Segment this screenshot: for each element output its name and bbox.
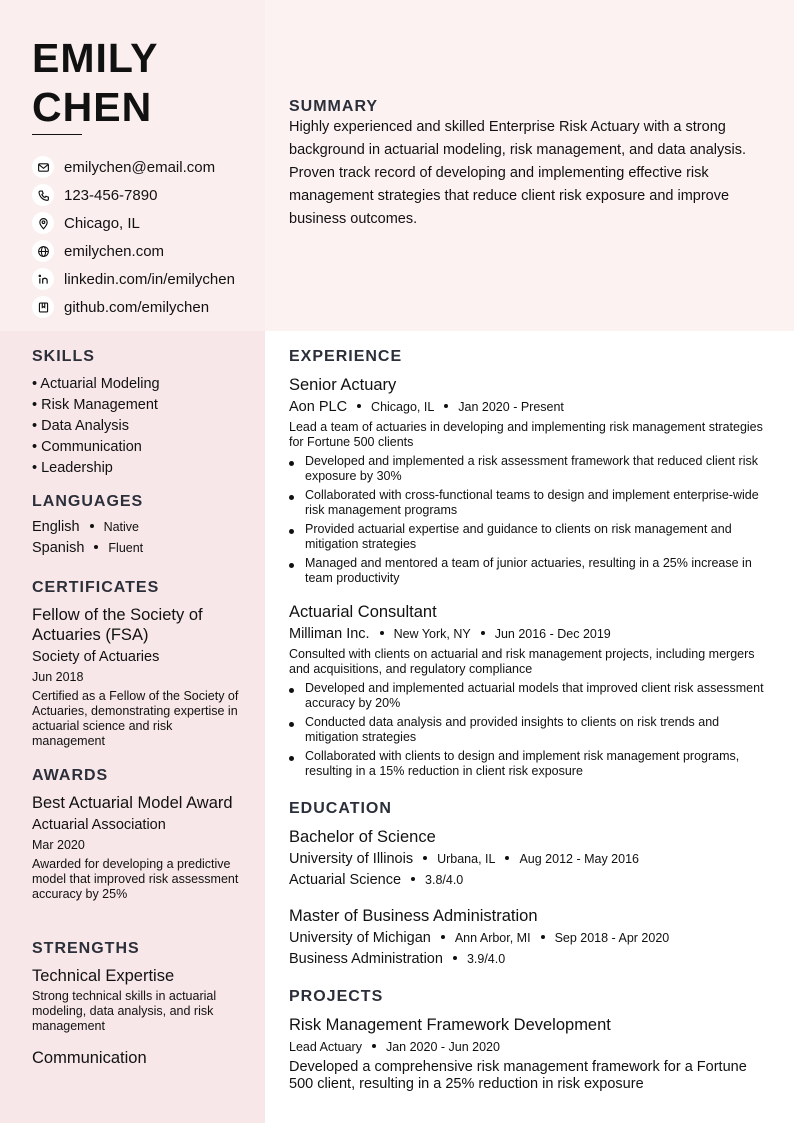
certificates-heading: CERTIFICATES (32, 579, 160, 596)
experience-list (289, 374, 774, 783)
job-meta (289, 397, 774, 417)
education-field-row (289, 870, 774, 890)
job-title: Senior Actuary (289, 376, 397, 394)
award-date: Mar 2020 (32, 838, 85, 852)
separator-dot (481, 631, 485, 635)
certificate-title: Fellow of the Society of Actuaries (FSA) (32, 606, 203, 644)
contact-phone[interactable] (32, 181, 262, 209)
job-company: Milliman Inc. (289, 626, 370, 642)
education-heading: EDUCATION (289, 800, 392, 817)
awards-heading: AWARDS (32, 767, 109, 784)
phone-icon (32, 184, 54, 206)
separator-dot (357, 404, 361, 408)
skill-item: • Data Analysis (32, 418, 129, 434)
job-item (289, 601, 774, 779)
award-item (32, 793, 242, 902)
award-title: Best Actuarial Model Award (32, 794, 233, 812)
project-description: Developed a comprehensive risk management framework for a Fortune 500 client, resulting in a 25% reduction in risk exposure (289, 1059, 747, 1092)
award-description: Awarded for developing a predictive model that improved risk assessment accuracy by 25% (32, 857, 239, 901)
job-bullet: Provided actuarial expertise and guidance to clients on risk management and mitigation strategies (289, 522, 774, 552)
job-bullet: Collaborated with clients to design and implement risk management programs, resulting in a 15% reduction in client risk exposure (289, 749, 774, 779)
school-name: University of Michigan (289, 930, 431, 946)
skills-list (32, 374, 160, 479)
education-meta (289, 928, 774, 948)
experience-heading: EXPERIENCE (289, 348, 403, 365)
job-bullet: Conducted data analysis and provided insights to clients on risk trends and mitigation strategies (289, 715, 774, 745)
project-meta (289, 1037, 774, 1057)
job-meta (289, 624, 774, 644)
contact-github[interactable] (32, 293, 262, 321)
contact-location (32, 209, 262, 237)
strength-title: Technical Expertise (32, 967, 175, 985)
contact-email-text: emilychen@email.com (64, 158, 216, 176)
certificate-description: Certified as a Fellow of the Society of Actuaries, demonstrating expertise in actuarial science and risk management (32, 689, 239, 748)
education-gpa: 3.8/4.0 (425, 873, 464, 887)
languages-heading: LANGUAGES (32, 493, 144, 510)
separator-dot (411, 877, 415, 881)
projects-heading: PROJECTS (289, 988, 384, 1005)
candidate-name (32, 34, 159, 132)
job-location: Chicago, IL (371, 400, 435, 414)
education-list (289, 826, 774, 969)
strengths-heading: STRENGTHS (32, 940, 140, 957)
contact-website[interactable] (32, 237, 262, 265)
skill-item: • Leadership (32, 460, 113, 476)
job-description: Consulted with clients on actuarial and risk management projects, including mergers and acquisitions, and regulatory compliance (289, 647, 755, 676)
contact-github-text: github.com/emilychen (64, 298, 210, 316)
award-issuer: Actuarial Association (32, 817, 166, 833)
school-name: University of Illinois (289, 851, 414, 867)
school-location: Urbana, IL (437, 852, 496, 866)
contact-website-text: emilychen.com (64, 242, 165, 260)
project-role: Lead Actuary (289, 1040, 362, 1054)
certificate-issuer: Society of Actuaries (32, 649, 160, 665)
project-item (289, 1014, 774, 1093)
language-item (32, 519, 143, 540)
education-field: Business Administration (289, 951, 443, 967)
language-name: Spanish (32, 540, 85, 556)
education-dates: Sep 2018 - Apr 2020 (554, 931, 670, 945)
github-icon (32, 296, 54, 318)
job-item (289, 374, 774, 586)
mail-icon (32, 156, 54, 178)
contact-list (32, 153, 262, 321)
contact-phone-text: 123-456-7890 (64, 186, 158, 204)
education-gpa: 3.9/4.0 (466, 952, 506, 966)
languages-list (32, 519, 143, 561)
last-name: CHEN (32, 84, 153, 130)
separator-dot (505, 856, 509, 860)
summary-heading: SUMMARY (289, 98, 379, 115)
separator-dot (90, 524, 94, 528)
job-bullet: Developed and implemented a risk assessment framework that reduced client risk exposure by 30% (289, 454, 774, 484)
job-dates: Jun 2016 - Dec 2019 (494, 627, 611, 641)
contact-linkedin[interactable] (32, 265, 262, 293)
job-company: Aon PLC (289, 399, 348, 415)
globe-icon (32, 240, 54, 262)
first-name: EMILY (32, 35, 159, 81)
certificate-date: Jun 2018 (32, 670, 84, 684)
separator-dot (541, 935, 545, 939)
education-item (289, 905, 774, 969)
language-level: Fluent (108, 541, 144, 555)
education-dates: Aug 2012 - May 2016 (519, 852, 639, 866)
skills-heading: SKILLS (32, 348, 95, 365)
job-bullets (289, 454, 774, 586)
separator-dot (372, 1044, 376, 1048)
degree-title: Master of Business Administration (289, 907, 538, 925)
separator-dot (453, 956, 457, 960)
education-meta (289, 849, 774, 869)
location-icon (32, 212, 54, 234)
school-location: Ann Arbor, MI (454, 931, 531, 945)
summary-text: Highly experienced and skilled Enterprise Risk Actuary with a strong background in actuarial modeling, risk management, and data analysis. Proven track record of developing and implementing effective risk management strategies that reduce client risk exposure and improve business outcomes. (289, 119, 747, 227)
contact-location-text: Chicago, IL (64, 214, 140, 232)
job-bullet: Developed and implemented actuarial models that improved client risk assessment accuracy by 20% (289, 681, 774, 711)
linkedin-icon (32, 268, 54, 290)
education-field: Actuarial Science (289, 872, 402, 888)
contact-linkedin-text: linkedin.com/in/emilychen (64, 270, 235, 288)
language-item (32, 540, 143, 561)
contact-email[interactable] (32, 153, 262, 181)
separator-dot (441, 935, 445, 939)
separator-dot (380, 631, 384, 635)
name-divider (32, 134, 82, 135)
job-bullet: Managed and mentored a team of junior actuaries, resulting in a 25% increase in team productivity (289, 556, 774, 586)
skill-item: • Actuarial Modeling (32, 376, 160, 392)
project-dates: Jan 2020 - Jun 2020 (385, 1040, 500, 1054)
strength-description: Strong technical skills in actuarial modeling, data analysis, and risk management (32, 989, 217, 1033)
job-bullets (289, 681, 774, 779)
separator-dot (94, 545, 98, 549)
separator-dot (423, 856, 427, 860)
education-item (289, 826, 774, 890)
job-dates: Jan 2020 - Present (458, 400, 564, 414)
job-description: Lead a team of actuaries in developing and implementing risk management strategies for Fortune 500 clients (289, 420, 763, 449)
language-name: English (32, 519, 80, 535)
project-title: Risk Management Framework Development (289, 1016, 611, 1034)
skill-item: • Communication (32, 439, 142, 455)
language-level: Native (103, 520, 139, 534)
skill-item: • Risk Management (32, 397, 158, 413)
strength-title: Communication (32, 1049, 147, 1067)
education-field-row (289, 949, 774, 969)
separator-dot (444, 404, 448, 408)
job-location: New York, NY (393, 627, 471, 641)
certificate-item (32, 605, 242, 749)
strengths-list (32, 966, 242, 1068)
job-title: Actuarial Consultant (289, 603, 437, 621)
degree-title: Bachelor of Science (289, 828, 436, 846)
job-bullet: Collaborated with cross-functional teams to design and implement enterprise-wide risk management programs (289, 488, 774, 518)
